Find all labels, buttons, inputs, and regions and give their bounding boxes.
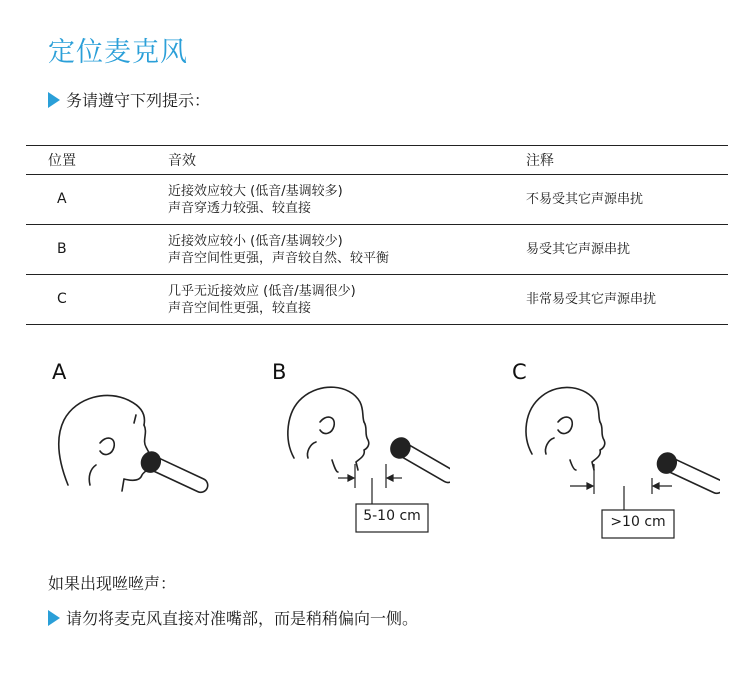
- distance-b-label: 5-10 cm: [363, 508, 421, 524]
- popping-tip-text: 请勿将麦克风直接对准嘴部，而是稍稍偏向一侧。: [66, 609, 419, 628]
- row-position: B: [26, 225, 168, 275]
- intro-line: [48, 88, 210, 111]
- row-position: C: [26, 275, 168, 325]
- microphone-icon: [386, 433, 450, 488]
- microphone-icon: [137, 448, 212, 498]
- bullet-triangle-icon: [48, 92, 60, 108]
- effect-line: 声音空间性更强，较直接: [168, 300, 312, 316]
- table-row: [26, 225, 728, 275]
- distance-c-label: >10 cm: [610, 514, 666, 530]
- microphone-icon: [653, 449, 720, 499]
- table-row: [26, 175, 728, 225]
- effect-line: 近接效应较大 (低音/基调较多): [168, 183, 343, 199]
- row-effect: [168, 175, 526, 225]
- row-effect: [168, 225, 526, 275]
- popping-lead: 如果出现咝咝声：: [48, 574, 177, 593]
- head-icon: [288, 387, 369, 472]
- distance-marker: [338, 464, 402, 504]
- table-row: [26, 275, 728, 325]
- intro-text: 务请遵守下列提示：: [66, 91, 211, 110]
- effect-line: 声音空间性更强，声音较自然、较平衡: [168, 250, 390, 266]
- positioning-table: [26, 145, 728, 325]
- head-icon: [59, 395, 151, 491]
- effect-line: 近接效应较小 (低音/基调较少): [168, 233, 343, 249]
- page-title: 定位麦克风: [48, 37, 188, 68]
- row-note: 易受其它声源串扰: [526, 225, 728, 275]
- effect-line: 声音穿透力较强、较直接: [168, 200, 312, 216]
- header-effect: 音效: [168, 146, 526, 175]
- figure-a-label: A: [52, 360, 67, 384]
- row-position: A: [26, 175, 168, 225]
- header-position: 位置: [26, 146, 168, 175]
- effect-line: 几乎无近接效应 (低音/基调很少): [168, 283, 356, 299]
- figure-a-illustration: [50, 385, 220, 500]
- figure-c-label: C: [512, 360, 527, 384]
- row-effect: [168, 275, 526, 325]
- figure-b-label: B: [272, 360, 287, 384]
- bullet-triangle-icon: [48, 610, 60, 626]
- row-note: 不易受其它声源串扰: [526, 175, 728, 225]
- head-icon: [526, 387, 605, 470]
- header-note: 注释: [526, 146, 728, 175]
- popping-tip-line: [48, 606, 418, 629]
- table-header-row: [26, 146, 728, 175]
- row-note: 非常易受其它声源串扰: [526, 275, 728, 325]
- distance-marker: [570, 464, 672, 510]
